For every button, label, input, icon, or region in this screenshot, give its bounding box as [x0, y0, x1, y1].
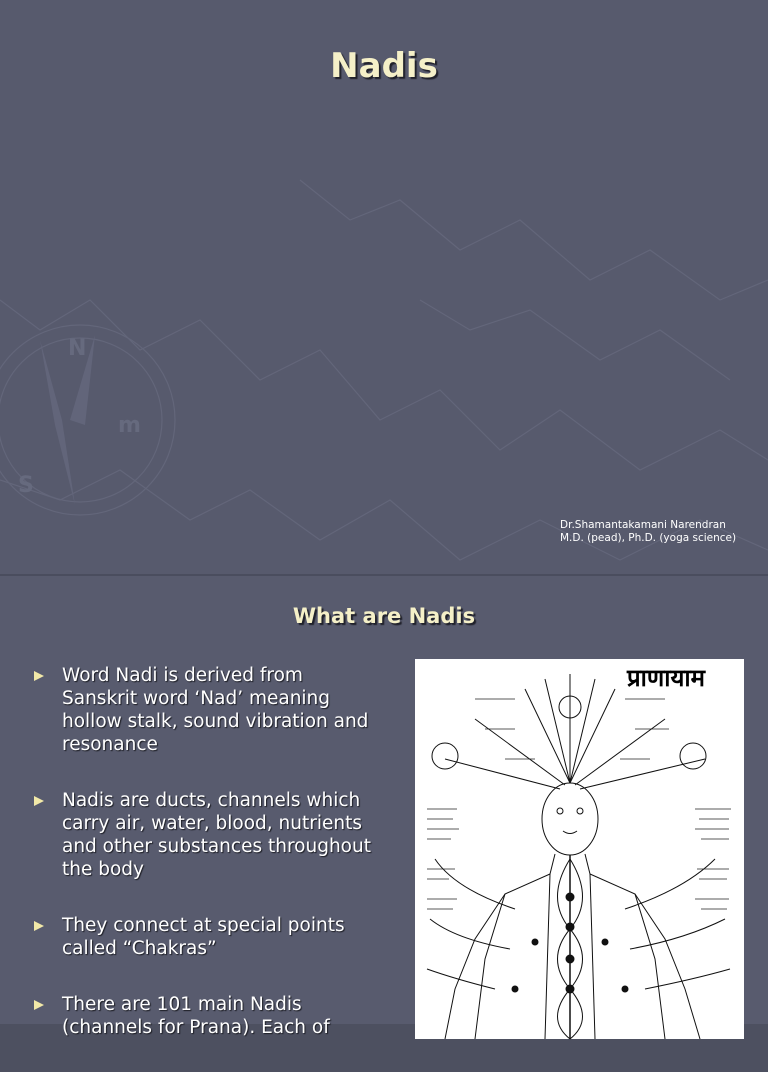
content-slide	[0, 576, 768, 1038]
author-name: Dr.Shamantakamani Narendran	[560, 519, 726, 531]
bullet-list	[34, 664, 379, 1072]
slide-title: Nadis	[330, 46, 438, 86]
author-block	[560, 519, 736, 545]
bullet-arrow-icon	[34, 921, 44, 931]
bullet-arrow-icon	[34, 796, 44, 806]
nadi-body-illustration	[415, 659, 744, 1039]
list-item	[34, 914, 379, 960]
bullet-text: Nadis are ducts, channels which carry air, water, blood, nutrients and other substances throughout the body	[62, 790, 371, 880]
bullet-arrow-icon	[34, 1000, 44, 1010]
bullet-arrow-icon	[34, 671, 44, 681]
author-credentials: M.D. (pead), Ph.D. (yoga science)	[560, 532, 737, 544]
list-item	[34, 664, 379, 756]
figure-caption: प्राणायाम	[627, 664, 705, 692]
bullet-text: They connect at special points called “Chakras”	[62, 915, 345, 959]
bullet-text: Word Nadi is derived from Sanskrit word ‘Nad’ meaning hollow stalk, sound vibration and resonance	[62, 665, 369, 755]
svg-text:m: m	[118, 413, 141, 438]
svg-text:N: N	[68, 336, 87, 361]
list-item	[34, 789, 379, 881]
svg-text:S: S	[18, 473, 34, 498]
bullet-text: There are 101 main Nadis (channels for Prana). Each of	[62, 994, 330, 1038]
list-item	[34, 993, 379, 1039]
slide-title: What are Nadis	[292, 604, 476, 628]
nadi-diagram-figure	[415, 659, 744, 1039]
